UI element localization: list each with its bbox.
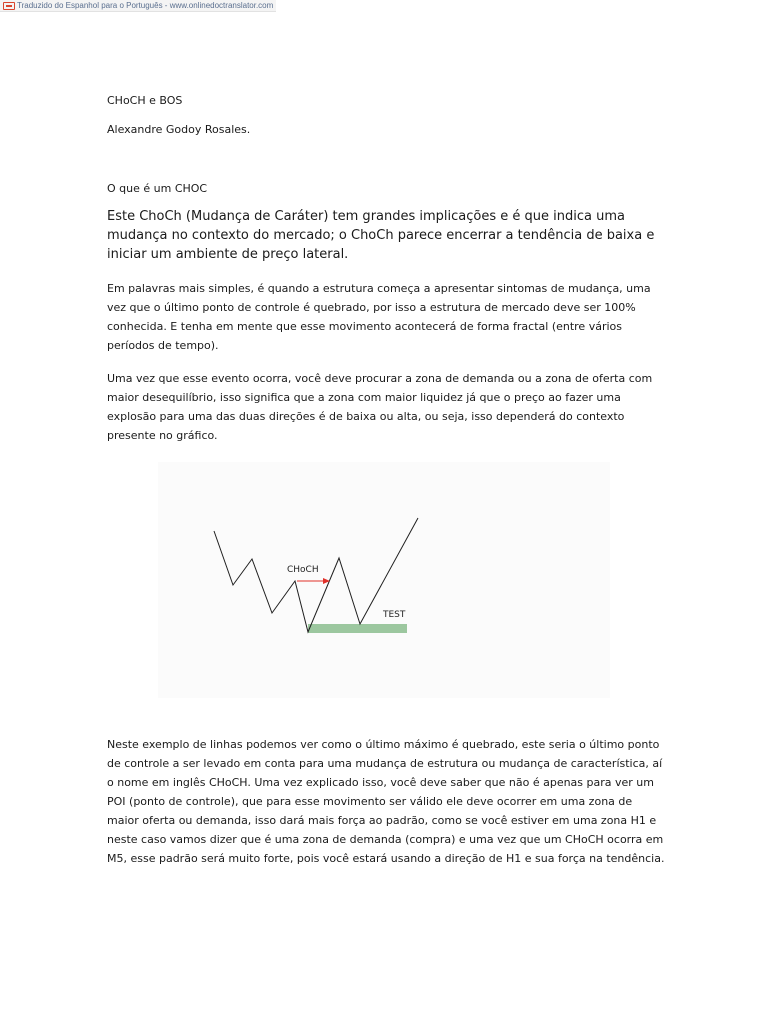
paragraph-2: Uma vez que esse evento ocorra, você deve procurar a zona de demanda ou a zona de oferta com maior desequilíbrio, isso significa que a zona com maior liquidez já que o preço ao fazer uma explosão para uma das duas direções é de baixa ou alta, ou seja, isso dependerá do contexto presente no gráfico. xyxy=(107,372,653,442)
test-label: TEST xyxy=(383,610,406,620)
translator-logo-icon xyxy=(3,2,15,10)
translator-banner-text[interactable]: Traduzido do Espanhol para o Português - www.onlinedoctranslator.com xyxy=(17,1,274,10)
section-heading: O que é um CHOC xyxy=(107,182,208,195)
choch-diagram xyxy=(158,462,610,698)
paragraph-1: Em palavras mais simples, é quando a estrutura começa a apresentar sintomas de mudança, uma vez que o último ponto de controle é quebrado, por isso a estrutura de mercado deve ser 100% conhecida. E tenha em mente que esse movimento acontecerá de forma fractal (entre vários períodos de tempo). xyxy=(107,282,651,352)
choch-diagram-svg xyxy=(158,462,610,698)
document-title: CHoCH e BOS xyxy=(107,94,183,107)
translator-banner[interactable] xyxy=(0,0,276,12)
choch-label: CHoCH xyxy=(287,565,319,575)
lead-paragraph: Este ChoCh (Mudança de Caráter) tem grandes implicações e é que indica uma mudança no contexto do mercado; o ChoCh parece encerrar a tendência de baixa e iniciar um ambiente de preço lateral. xyxy=(107,209,655,262)
document-author: Alexandre Godoy Rosales. xyxy=(107,123,251,136)
demand-zone xyxy=(308,624,407,633)
paragraph-3: Neste exemplo de linhas podemos ver como o último máximo é quebrado, este seria o último ponto de controle a ser levado em conta para uma mudança de estrutura ou mudança de característica, aí o nome em inglês CHoCH. Uma vez explicado isso, você deve saber que não é apenas para ver um POI (ponto de controle), que para esse movimento ser válido ele deve ocorrer em uma zona de maior oferta ou demanda, isso dará mais força ao padrão, como se você estiver em uma zona H1 e neste caso vamos dizer que é uma zona de demanda (compra) e uma vez que um CHoCH ocorra em M5, esse padrão será muito forte, pois você estará usando a direção de H1 e sua força na tendência. xyxy=(107,738,665,865)
